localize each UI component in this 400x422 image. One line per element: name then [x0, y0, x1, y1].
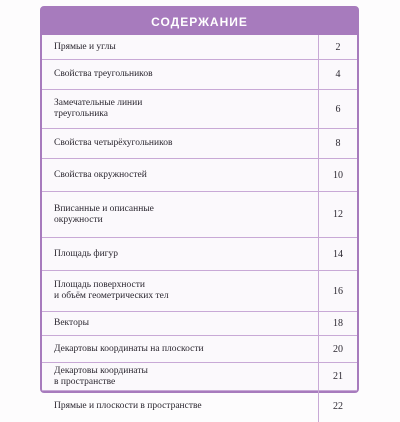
toc-entry-title: Векторы [54, 318, 89, 328]
toc-entry-page-number: 21 [333, 371, 343, 382]
toc-entry[interactable] [42, 192, 357, 238]
toc-entry-title: Свойства треугольников [54, 69, 153, 79]
toc-entry-title: Свойства четырёхугольников [54, 138, 173, 148]
toc-entry-title: Декартовы координаты в пространстве [54, 365, 148, 387]
toc-entry[interactable] [42, 60, 357, 90]
toc-entry-title: Свойства окружностей [54, 169, 147, 180]
toc-entry[interactable] [42, 238, 357, 271]
toc-entry-page-number: 2 [335, 41, 341, 53]
toc-entry-title: Площадь поверхности и объём геометрических тел [54, 280, 169, 301]
toc-entry[interactable] [42, 159, 357, 192]
toc-entry-title: Площадь фигур [54, 248, 119, 259]
toc-entry[interactable] [42, 363, 357, 391]
toc-entry-page-number: 8 [335, 138, 341, 149]
toc-entry[interactable] [42, 35, 357, 60]
toc-entry-page-number: 16 [333, 285, 343, 297]
toc-header [42, 8, 357, 35]
toc-heading: СОДЕРЖАНИЕ [151, 14, 248, 29]
toc-entry-page-number: 22 [333, 401, 343, 412]
toc-entry[interactable] [42, 90, 357, 129]
toc-entry-page-number: 4 [335, 69, 341, 80]
toc-entry-page-number: 6 [335, 103, 341, 115]
toc-entry[interactable] [42, 271, 357, 312]
toc-entry-page-number: 10 [333, 169, 343, 181]
toc-entry-title: Прямые и углы [54, 41, 116, 52]
toc-entry-page-number: 14 [333, 248, 343, 260]
toc-entry-title: Вписанные и описанные окружности [54, 203, 154, 225]
toc-entry[interactable] [42, 336, 357, 363]
toc-entry[interactable] [42, 312, 357, 336]
toc-entry[interactable] [42, 391, 357, 422]
table-of-contents [40, 6, 359, 412]
toc-entry-title: Декартовы координаты на плоскости [54, 343, 204, 354]
toc-entry-page-number: 18 [333, 318, 343, 329]
toc-list [42, 35, 357, 412]
toc-entry-title: Замечательные линии треугольника [54, 98, 143, 119]
toc-entry-page-number: 20 [333, 343, 343, 355]
toc-entry-page-number: 12 [333, 209, 343, 220]
toc-entry-title: Прямые и плоскости в пространстве [54, 401, 202, 411]
toc-entry[interactable] [42, 129, 357, 159]
